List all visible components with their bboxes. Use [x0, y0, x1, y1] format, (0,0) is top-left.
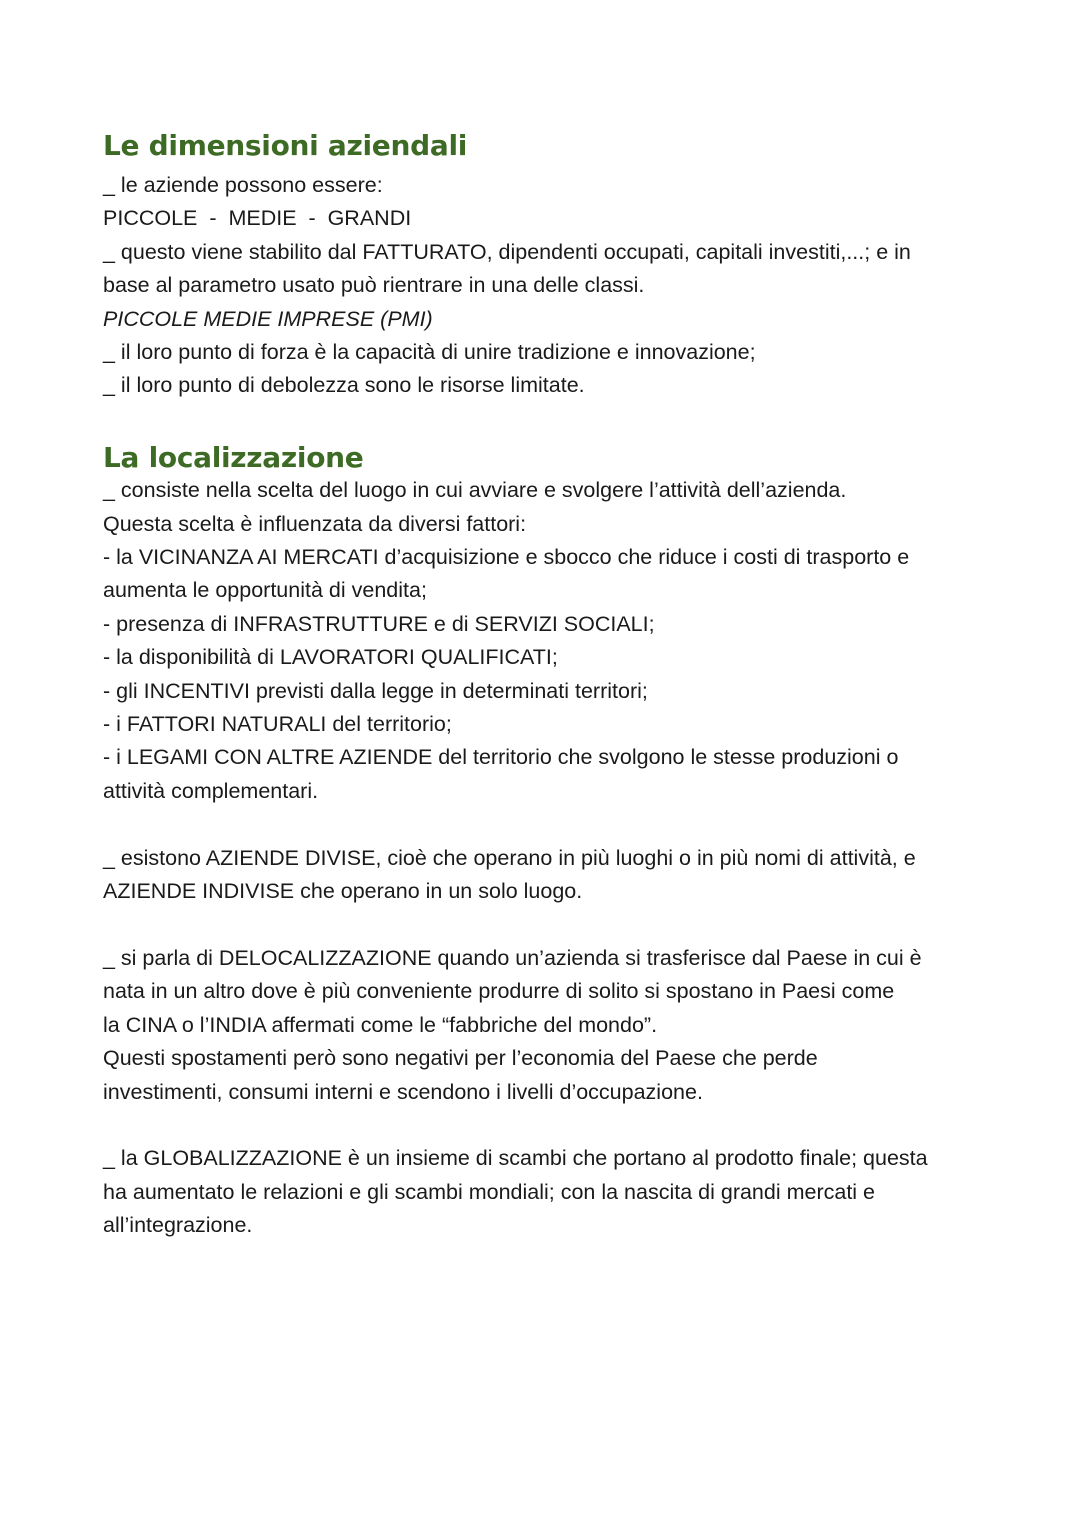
text-line: Questi spostamenti però sono negativi per l’economia del Paese che perde [103, 1046, 818, 1071]
list-item: - presenza di INFRASTRUTTURE e di SERVIZI SOCIALI; [103, 611, 655, 636]
text-line: PICCOLE - MEDIE - GRANDI [103, 206, 412, 231]
spacer [103, 808, 1003, 841]
text-line: _ il loro punto di forza è la capacità di unire tradizione e innovazione; [103, 340, 756, 365]
text-line: all’integrazione. [103, 1213, 253, 1238]
text-line: AZIENDE INDIVISE che operano in un solo luogo. [103, 879, 583, 904]
text-line: _ questo viene stabilito dal FATTURATO, dipendenti occupati, capitali investiti,...; e in [103, 239, 911, 264]
text-line: la CINA o l’INDIA affermati come le “fabbriche del mondo”. [103, 1012, 658, 1037]
text-line: _ esistono AZIENDE DIVISE, cioè che operano in più luoghi o in più nomi di attività, e [103, 845, 916, 870]
list-item: - la VICINANZA AI MERCATI d’acquisizione e sbocco che riduce i costi di trasporto e [103, 545, 910, 570]
text-line: base al parametro usato può rientrare in una delle classi. [103, 273, 645, 298]
text-line: nata in un altro dove è più conveniente produrre di solito si spostano in Paesi come [103, 979, 895, 1004]
list-item: - la disponibilità di LAVORATORI QUALIFICATI; [103, 645, 558, 670]
text-line: _ le aziende possono essere: [103, 173, 383, 197]
spacer [103, 1109, 1003, 1142]
text-line: aumenta le opportunità di vendita; [103, 578, 427, 603]
section-heading-dimensioni: Le dimensioni aziendali [103, 129, 468, 162]
text-line: attività complementari. [103, 778, 319, 803]
text-line: _ consiste nella scelta del luogo in cui avviare e svolgere l’attività dell’azienda. [103, 478, 847, 503]
spacer [103, 909, 1003, 942]
text-line: investimenti, consumi interni e scendono i livelli d’occupazione. [103, 1079, 703, 1104]
text-line: ha aumentato le relazioni e gli scambi mondiali; con la nascita di grandi mercati e [103, 1179, 876, 1204]
document-page [103, 122, 1003, 1243]
text-line: _ il loro punto di debolezza sono le risorse limitate. [103, 373, 585, 398]
text-line: _ la GLOBALIZZAZIONE è un insieme di scambi che portano al prodotto finale; questa [103, 1146, 928, 1171]
text-line: Questa scelta è influenzata da diversi fattori: [103, 511, 527, 536]
section-heading-localizzazione: La localizzazione [103, 441, 364, 475]
text-line: _ si parla di DELOCALIZZAZIONE quando un’azienda si trasferisce dal Paese in cui è [103, 945, 922, 970]
list-item: - gli INCENTIVI previsti dalla legge in determinati territori; [103, 678, 648, 703]
spacer [103, 403, 1003, 436]
list-item: - i LEGAMI CON ALTRE AZIENDE del territorio che svolgono le stesse produzioni o [103, 745, 899, 770]
list-item: - i FATTORI NATURALI del territorio; [103, 712, 452, 737]
text-line-italic: PICCOLE MEDIE IMPRESE (PMI) [103, 306, 433, 331]
